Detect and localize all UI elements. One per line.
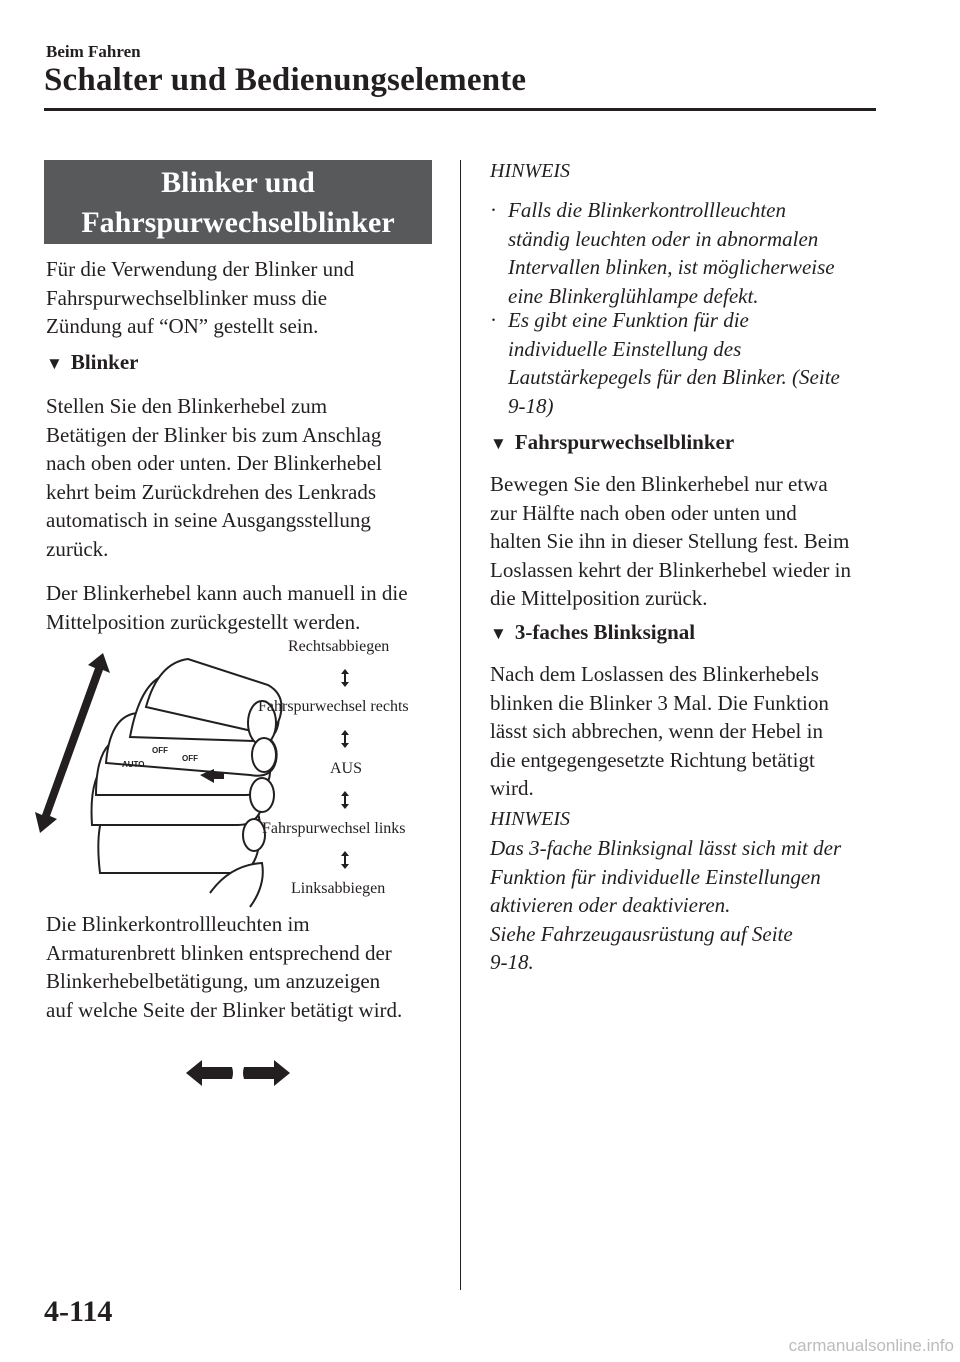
para-line: Die Blinkerkontrollleuchten im: [46, 912, 310, 936]
indicator-arrows: [184, 1058, 294, 1093]
up-down-arrow-icon: [339, 729, 351, 754]
note-line: eine Blinkerglühlampe defekt.: [508, 283, 759, 308]
note-line: Siehe Fahrzeugausrüstung auf Seite: [490, 921, 793, 946]
turn-lever-illustration: [30, 645, 450, 915]
triangle-icon: ▼: [490, 624, 507, 643]
bullet-dot: ·: [490, 198, 497, 222]
note-line: ständig leuchten oder in abnormalen: [508, 226, 819, 251]
para-line: halten Sie ihn in dieser Stellung fest. Beim: [490, 529, 850, 553]
section-title-line1: Blinker und: [161, 166, 315, 199]
label-lane-change-left: Fahrspurwechsel links: [262, 820, 406, 837]
left-arrow-icon: [186, 1060, 233, 1086]
up-down-arrow-icon: [339, 790, 351, 815]
note-line: individuelle Einstellung des: [508, 336, 742, 361]
column-divider: [460, 160, 461, 1290]
note-line: Falls die Blinkerkontrollleuchten: [508, 198, 786, 222]
para-line: Armaturenbrett blinken entsprechend der: [46, 940, 392, 965]
section-title-line2: Fahrspurwechselblinker: [81, 206, 395, 239]
up-down-arrow-icon: [339, 850, 351, 875]
turn-lever-diagram: [30, 645, 450, 915]
note-line: 9-18): [508, 393, 554, 418]
triple-heading-text: 3-faches Blinksignal: [514, 620, 696, 644]
note-line: Lautstärkepegels für den Blinker. (Seite: [508, 365, 840, 389]
para-line: Betätigen der Blinker bis zum Anschlag: [46, 422, 382, 447]
para-line: Mittelposition zurückgestellt werden.: [46, 609, 361, 634]
triangle-icon: ▼: [490, 434, 507, 453]
hinweis-bullet-2: [490, 306, 890, 420]
para-line: wird.: [490, 776, 534, 800]
blinker-paragraph-2: [46, 579, 446, 636]
label-right-turn: Rechtsabbiegen: [288, 638, 390, 655]
section-title-box: [44, 160, 432, 244]
hinweis-bullet-1: [490, 196, 890, 310]
hinweis-2-text: [490, 834, 890, 977]
triangle-icon: ▼: [46, 354, 63, 373]
right-arrow-icon: [243, 1060, 290, 1086]
lane-change-heading: [490, 430, 890, 455]
blinker-paragraph-1: [46, 392, 446, 563]
para-line: Loslassen kehrt der Blinkerhebel wieder in: [490, 557, 851, 582]
chapter-title: Schalter und Bedienungselemente: [44, 62, 527, 98]
para-line: Nach dem Loslassen des Blinkerhebels: [490, 662, 819, 686]
para-line: die Mittelposition zurück.: [490, 586, 708, 610]
intro-line: Fahrspurwechselblinker muss die: [46, 285, 328, 310]
para-line: zurück.: [46, 536, 109, 561]
indicator-paragraph: [46, 910, 446, 1024]
para-line: nach oben oder unten. Der Blinkerhebel: [46, 451, 382, 475]
triple-heading: [490, 620, 890, 645]
switch-off-label-2: OFF: [182, 754, 198, 763]
hinweis-label-2: HINWEIS: [490, 808, 570, 830]
header-rule: [44, 108, 876, 111]
hinweis-label-1: HINWEIS: [490, 160, 570, 182]
para-line: Der Blinkerhebel kann auch manuell in die: [46, 581, 408, 605]
watermark: carmanualsonline.info: [788, 1336, 954, 1355]
para-line: die entgegengesetzte Richtung betätigt: [490, 747, 815, 772]
para-line: automatisch in seine Ausgangsstellung: [46, 508, 371, 532]
triple-paragraph: [490, 660, 890, 803]
page-number: 4-114: [44, 1295, 113, 1328]
up-down-arrow-icon: [339, 668, 351, 693]
intro-line: Für die Verwendung der Blinker und: [46, 257, 355, 281]
note-line: aktivieren oder deaktivieren.: [490, 893, 731, 917]
para-line: lässt sich abbrechen, wenn der Hebel in: [490, 719, 823, 743]
intro-line: Zündung auf “ON” gestellt sein.: [46, 314, 319, 338]
para-line: auf welche Seite der Blinker betätigt wird.: [46, 997, 403, 1022]
intro-paragraph: [46, 255, 446, 341]
note-line: Funktion für individuelle Einstellungen: [490, 864, 821, 889]
para-line: zur Hälfte nach oben oder unten und: [490, 500, 797, 525]
switch-auto-label: AUTO: [122, 760, 145, 769]
label-left-turn: Linksabbiegen: [291, 880, 386, 897]
para-line: Stellen Sie den Blinkerhebel zum: [46, 394, 328, 418]
note-line: 9-18.: [490, 950, 534, 974]
note-line: Es gibt eine Funktion für die: [508, 308, 749, 332]
note-line: Das 3-fache Blinksignal lässt sich mit der: [490, 836, 842, 860]
bullet-dot: ·: [490, 308, 497, 332]
para-line: blinken die Blinker 3 Mal. Die Funktion: [490, 690, 829, 715]
para-line: Bewegen Sie den Blinkerhebel nur etwa: [490, 472, 828, 496]
note-line: Intervallen blinken, ist möglicherweise: [508, 255, 835, 279]
lane-change-paragraph: [490, 470, 890, 613]
para-line: Blinkerhebelbetätigung, um anzuzeigen: [46, 969, 381, 993]
blinker-heading-text: Blinker: [70, 350, 139, 374]
label-off: AUS: [330, 760, 363, 777]
breadcrumb: Beim Fahren: [46, 42, 141, 61]
lane-change-heading-text: Fahrspurwechselblinker: [514, 430, 735, 454]
label-lane-change-right: Fahrspurwechsel rechts: [258, 698, 409, 715]
blinker-heading: [46, 350, 446, 375]
para-line: kehrt beim Zurückdrehen des Lenkrads: [46, 479, 377, 504]
switch-off-label: OFF: [152, 746, 168, 755]
